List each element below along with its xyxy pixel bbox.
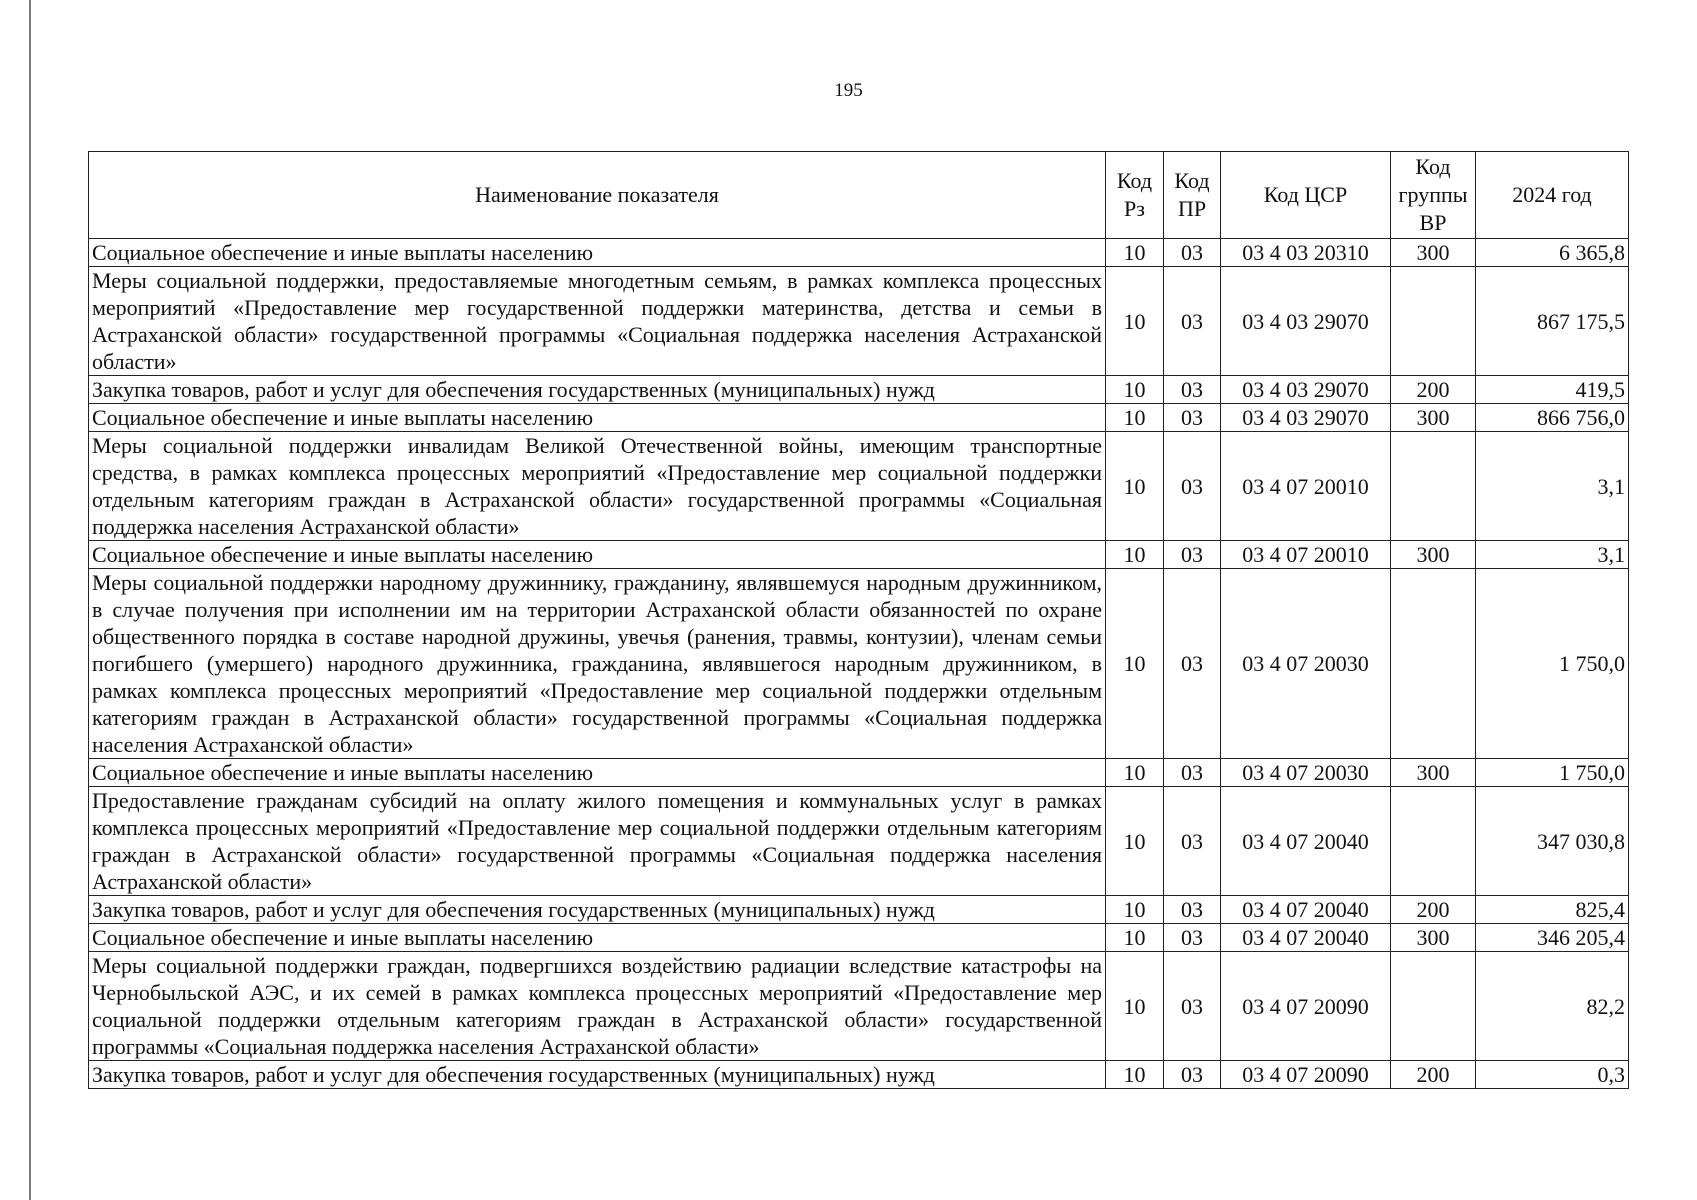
- row-amount: 1 750,0: [1476, 759, 1629, 787]
- row-csr: 03 4 03 29070: [1221, 376, 1391, 404]
- row-vr: [1391, 787, 1476, 896]
- row-pr: 03: [1164, 787, 1221, 896]
- row-name: Закупка товаров, работ и услуг для обеспечения государственных (муниципальных) нужд: [89, 1061, 1106, 1089]
- row-rz: 10: [1106, 759, 1164, 787]
- row-name: Социальное обеспечение и иные выплаты населению: [89, 924, 1106, 952]
- row-pr: 03: [1164, 376, 1221, 404]
- row-name: Закупка товаров, работ и услуг для обеспечения государственных (муниципальных) нужд: [89, 376, 1106, 404]
- row-rz: 10: [1106, 896, 1164, 924]
- table-body: [89, 239, 1629, 1089]
- row-rz: 10: [1106, 1061, 1164, 1089]
- row-amount: 346 205,4: [1476, 924, 1629, 952]
- page-binding-line: [29, 0, 31, 1200]
- row-csr: 03 4 03 29070: [1221, 404, 1391, 432]
- row-name: Социальное обеспечение и иные выплаты населению: [89, 239, 1106, 267]
- table-row: [89, 376, 1629, 404]
- row-pr: 03: [1164, 952, 1221, 1061]
- row-vr: 300: [1391, 239, 1476, 267]
- row-rz: 10: [1106, 924, 1164, 952]
- row-name: Социальное обеспечение и иные выплаты населению: [89, 759, 1106, 787]
- row-name: Предоставление гражданам субсидий на оплату жилого помещения и коммунальных услуг в рамках комплекса процессных мероприятий «Предоставление мер социальной поддержки отдельным категориям граждан в Астраханской области» государственной программы «Социальная поддержка населения Астраханской области»: [89, 787, 1106, 896]
- row-csr: 03 4 07 20090: [1221, 952, 1391, 1061]
- row-csr: 03 4 07 20030: [1221, 569, 1391, 759]
- budget-table: [88, 151, 1629, 1089]
- row-name: Меры социальной поддержки, предоставляемые многодетным семьям, в рамках комплекса процессных мероприятий «Предоставление мер государственной поддержки материнства, детства и семьи в Астраханской области» государственной программы «Социальная поддержка населения Астраханской области»: [89, 267, 1106, 376]
- row-pr: 03: [1164, 759, 1221, 787]
- row-pr: 03: [1164, 267, 1221, 376]
- row-name: Закупка товаров, работ и услуг для обеспечения государственных (муниципальных) нужд: [89, 896, 1106, 924]
- table-row: [89, 569, 1629, 759]
- row-amount: 347 030,8: [1476, 787, 1629, 896]
- row-vr: [1391, 952, 1476, 1061]
- header-rz: Код Рз: [1106, 152, 1164, 239]
- row-amount: 1 750,0: [1476, 569, 1629, 759]
- row-name: Социальное обеспечение и иные выплаты населению: [89, 404, 1106, 432]
- table-row: [89, 1061, 1629, 1089]
- row-csr: 03 4 07 20010: [1221, 541, 1391, 569]
- page-number: 195: [834, 80, 863, 101]
- row-pr: 03: [1164, 924, 1221, 952]
- row-vr: 200: [1391, 376, 1476, 404]
- row-vr: 300: [1391, 924, 1476, 952]
- row-rz: 10: [1106, 952, 1164, 1061]
- row-vr: 300: [1391, 404, 1476, 432]
- row-amount: 867 175,5: [1476, 267, 1629, 376]
- row-csr: 03 4 03 29070: [1221, 267, 1391, 376]
- row-vr: 300: [1391, 541, 1476, 569]
- header-vr: Код группы ВР: [1391, 152, 1476, 239]
- row-pr: 03: [1164, 569, 1221, 759]
- row-csr: 03 4 07 20040: [1221, 924, 1391, 952]
- row-amount: 866 756,0: [1476, 404, 1629, 432]
- row-rz: 10: [1106, 239, 1164, 267]
- row-pr: 03: [1164, 896, 1221, 924]
- header-year: 2024 год: [1476, 152, 1629, 239]
- table-row: [89, 541, 1629, 569]
- row-amount: 419,5: [1476, 376, 1629, 404]
- row-amount: 6 365,8: [1476, 239, 1629, 267]
- row-csr: 03 4 07 20010: [1221, 432, 1391, 541]
- header-name: Наименование показателя: [89, 152, 1106, 239]
- row-csr: 03 4 03 20310: [1221, 239, 1391, 267]
- row-name: Социальное обеспечение и иные выплаты населению: [89, 541, 1106, 569]
- table-row: [89, 404, 1629, 432]
- table-row: [89, 267, 1629, 376]
- row-rz: 10: [1106, 541, 1164, 569]
- row-vr: [1391, 267, 1476, 376]
- row-rz: 10: [1106, 432, 1164, 541]
- row-rz: 10: [1106, 376, 1164, 404]
- row-pr: 03: [1164, 432, 1221, 541]
- row-rz: 10: [1106, 787, 1164, 896]
- row-vr: [1391, 432, 1476, 541]
- row-rz: 10: [1106, 404, 1164, 432]
- table-header-row: [89, 152, 1629, 239]
- row-name: Меры социальной поддержки народному дружиннику, гражданину, являвшемуся народным дружинником, в случае получения при исполнении им на территории Астраханской области обязанностей по охране общественного порядка в составе народной дружины, увечья (ранения, травмы, контузии), членам семьи погибшего (умершего) народного дружинника, гражданина, являвшегося народным дружинником, в рамках комплекса процессных мероприятий «Предоставление мер социальной поддержки отдельным категориям граждан в Астраханской области» государственной программы «Социальная поддержка населения Астраханской области»: [89, 569, 1106, 759]
- table-row: [89, 952, 1629, 1061]
- table-row: [89, 239, 1629, 267]
- header-pr: Код ПР: [1164, 152, 1221, 239]
- row-amount: 3,1: [1476, 541, 1629, 569]
- row-rz: 10: [1106, 267, 1164, 376]
- row-amount: 3,1: [1476, 432, 1629, 541]
- row-pr: 03: [1164, 239, 1221, 267]
- row-vr: 200: [1391, 896, 1476, 924]
- table-row: [89, 432, 1629, 541]
- header-csr: Код ЦСР: [1221, 152, 1391, 239]
- table-row: [89, 759, 1629, 787]
- row-rz: 10: [1106, 569, 1164, 759]
- row-vr: [1391, 569, 1476, 759]
- row-amount: 825,4: [1476, 896, 1629, 924]
- row-csr: 03 4 07 20040: [1221, 896, 1391, 924]
- row-vr: 200: [1391, 1061, 1476, 1089]
- row-name: Меры социальной поддержки инвалидам Великой Отечественной войны, имеющим транспортные средства, в рамках комплекса процессных мероприятий «Предоставление мер социальной поддержки отдельным категориям граждан в Астраханской области» государственной программы «Социальная поддержка населения Астраханской области»: [89, 432, 1106, 541]
- table-row: [89, 787, 1629, 896]
- row-pr: 03: [1164, 1061, 1221, 1089]
- row-csr: 03 4 07 20090: [1221, 1061, 1391, 1089]
- row-pr: 03: [1164, 541, 1221, 569]
- table-row: [89, 924, 1629, 952]
- row-amount: 82,2: [1476, 952, 1629, 1061]
- row-pr: 03: [1164, 404, 1221, 432]
- row-amount: 0,3: [1476, 1061, 1629, 1089]
- row-csr: 03 4 07 20030: [1221, 759, 1391, 787]
- table-row: [89, 896, 1629, 924]
- row-vr: 300: [1391, 759, 1476, 787]
- row-csr: 03 4 07 20040: [1221, 787, 1391, 896]
- row-name: Меры социальной поддержки граждан, подвергшихся воздействию радиации вследствие катастрофы на Чернобыльской АЭС, и их семей в рамках комплекса процессных мероприятий «Предоставление мер социальной поддержки отдельным категориям граждан в Астраханской области» государственной программы «Социальная поддержка населения Астраханской области»: [89, 952, 1106, 1061]
